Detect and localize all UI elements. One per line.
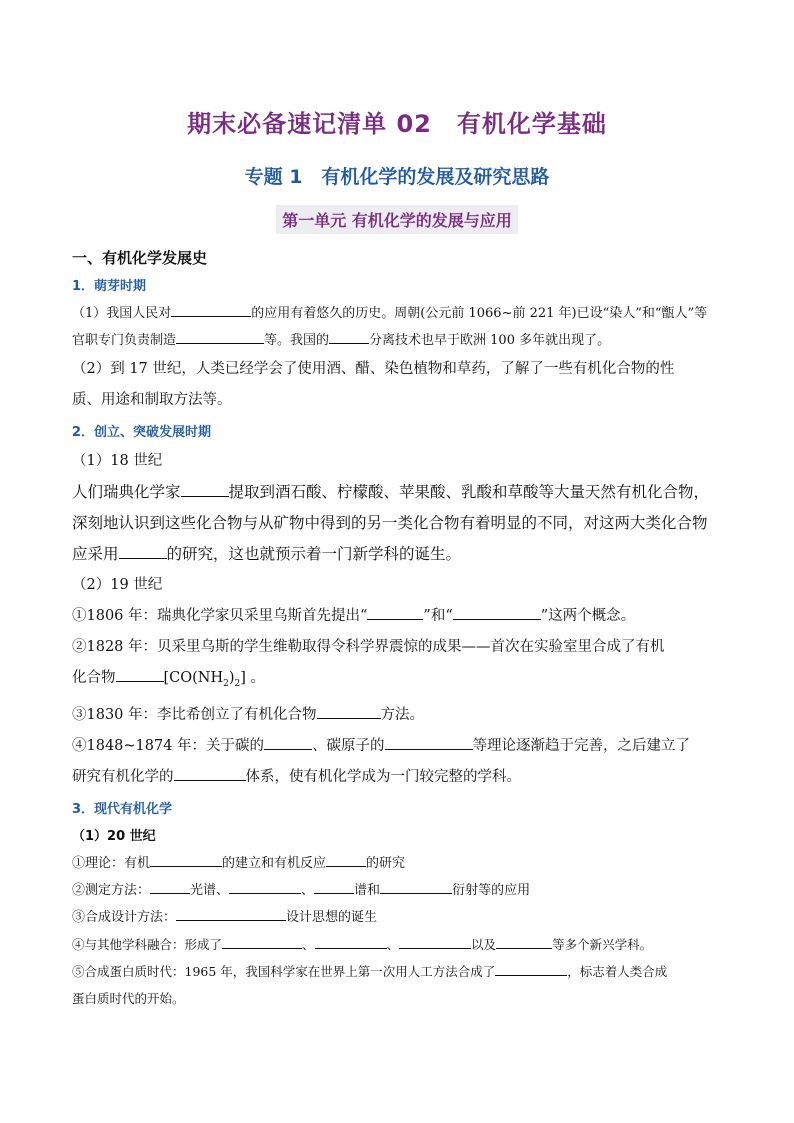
part3-item3: ③合成设计方法： 设计思想的诞生 xyxy=(72,904,724,931)
part2-item3: ③1830 年：李比希创立了有机化合物 方法。 xyxy=(72,700,724,731)
part3-sub1-heading: （1）20 世纪 xyxy=(72,828,156,844)
unit-title-container xyxy=(0,205,794,234)
fill-blank[interactable] xyxy=(222,934,302,949)
part3-item4: ④与其他学科融合：形成了 、 、 以及 等多个新兴学科。 xyxy=(72,931,724,958)
fill-blank[interactable] xyxy=(385,735,473,750)
part1-paragraph1-line2: 官职专门负责制造 等。我国的 分离技术也早于欧洲 100 多年就出现了。 xyxy=(72,327,724,354)
part2-sub1-heading: （1）18 世纪 xyxy=(72,453,163,469)
topic-title: 专题 1 有机化学的发展及研究思路 xyxy=(244,166,550,188)
part2-item2-line2: 化合物 $[CO(NH_2)_2]$ 。 xyxy=(72,663,724,700)
part2-18c-line1: 人们瑞典化学家 提取到酒石酸、柠檬酸、苹果酸、乳酸和草酸等大量天然有机化合物， xyxy=(72,483,710,501)
fill-blank[interactable] xyxy=(453,605,541,620)
fill-blank[interactable] xyxy=(329,329,369,344)
part3-item5-line2: 蛋白质时代的开始。 xyxy=(72,990,185,1006)
section-heading: 一、有机化学发展史 xyxy=(72,249,208,267)
fill-blank[interactable] xyxy=(171,302,251,317)
part3-item1: ①理论：有机 的建立和有机反应 的研究 xyxy=(72,850,724,877)
fill-blank[interactable] xyxy=(176,329,264,344)
part3-heading: 3．现代有机化学 xyxy=(72,801,173,817)
fill-blank[interactable] xyxy=(496,934,552,949)
fill-blank[interactable] xyxy=(315,934,387,949)
part1-heading: 1．萌芽时期 xyxy=(72,279,147,294)
document-body xyxy=(72,246,724,1012)
part2-18c-line2: 深刻地认识到这些化合物与从矿物中得到的另一类化合物有着明显的不同，对这两大类化合物 xyxy=(72,514,708,532)
unit-title: 第一单元 有机化学的发展与应用 xyxy=(276,205,518,234)
fill-blank[interactable] xyxy=(399,934,471,949)
fill-blank[interactable] xyxy=(176,906,286,921)
part2-item2-line1: ②1828 年：贝采里乌斯的学生维勒取得令科学界震惊的成果——首次在实验室里合成了有机 xyxy=(72,639,665,655)
part2-item4-line1: ④1848~1874 年：关于碳的 、碳原子的 等理论逐渐趋于完善，之后建立了 xyxy=(72,731,724,762)
fill-blank[interactable] xyxy=(150,852,222,867)
fill-blank[interactable] xyxy=(119,544,167,559)
part2-heading: 2．创立、突破发展时期 xyxy=(72,425,212,440)
part1-paragraph2-line2: 质、用途和制取方法等。 xyxy=(72,392,232,408)
fill-blank[interactable] xyxy=(229,879,301,894)
page-title: 期末必备速记清单 02 有机化学基础 xyxy=(187,110,607,138)
fill-blank[interactable] xyxy=(317,704,381,719)
fill-blank[interactable] xyxy=(150,879,190,894)
fill-blank[interactable] xyxy=(367,605,423,620)
part3-item5-line1: ⑤合成蛋白质时代：1965 年，我国科学家在世界上第一次用人工方法合成了 ，标志着人类合成 xyxy=(72,958,724,985)
fill-blank[interactable] xyxy=(314,879,354,894)
fill-blank[interactable] xyxy=(116,667,164,682)
fill-blank[interactable] xyxy=(174,766,246,781)
part3-item2: ②测定方法： 光谱、 、 谱和 衍射等的应用 xyxy=(72,877,724,904)
part2-sub2-heading: （2）19 世纪 xyxy=(72,577,163,593)
part2-18c-line3: 应采用 的研究，这也就预示着一门新学科的诞生。 xyxy=(72,545,462,563)
part2-item4-line2: 研究有机化学的 体系，使有机化学成为一门较完整的学科。 xyxy=(72,762,724,793)
fill-blank[interactable] xyxy=(181,482,229,497)
fill-blank[interactable] xyxy=(495,961,567,976)
fill-blank[interactable] xyxy=(326,852,366,867)
fill-blank[interactable] xyxy=(264,735,312,750)
urea-formula: $[CO(NH_2)_2]$ 。 xyxy=(163,670,266,689)
fill-blank[interactable] xyxy=(380,879,452,894)
part2-item1: ①1806 年：瑞典化学家贝采里乌斯首先提出“ ”和“ ”这两个概念。 xyxy=(72,601,724,632)
part1-paragraph2-line1: （2）到 17 世纪，人类已经学会了使用酒、醋、染色植物和草药，了解了一些有机化合物的性 xyxy=(72,361,675,377)
part1-paragraph1-line1: （1）我国人民对 的应用有着悠久的历史。周朝(公元前 1066~前 221 年)已设“染人”和“甑人”等 xyxy=(72,300,724,327)
